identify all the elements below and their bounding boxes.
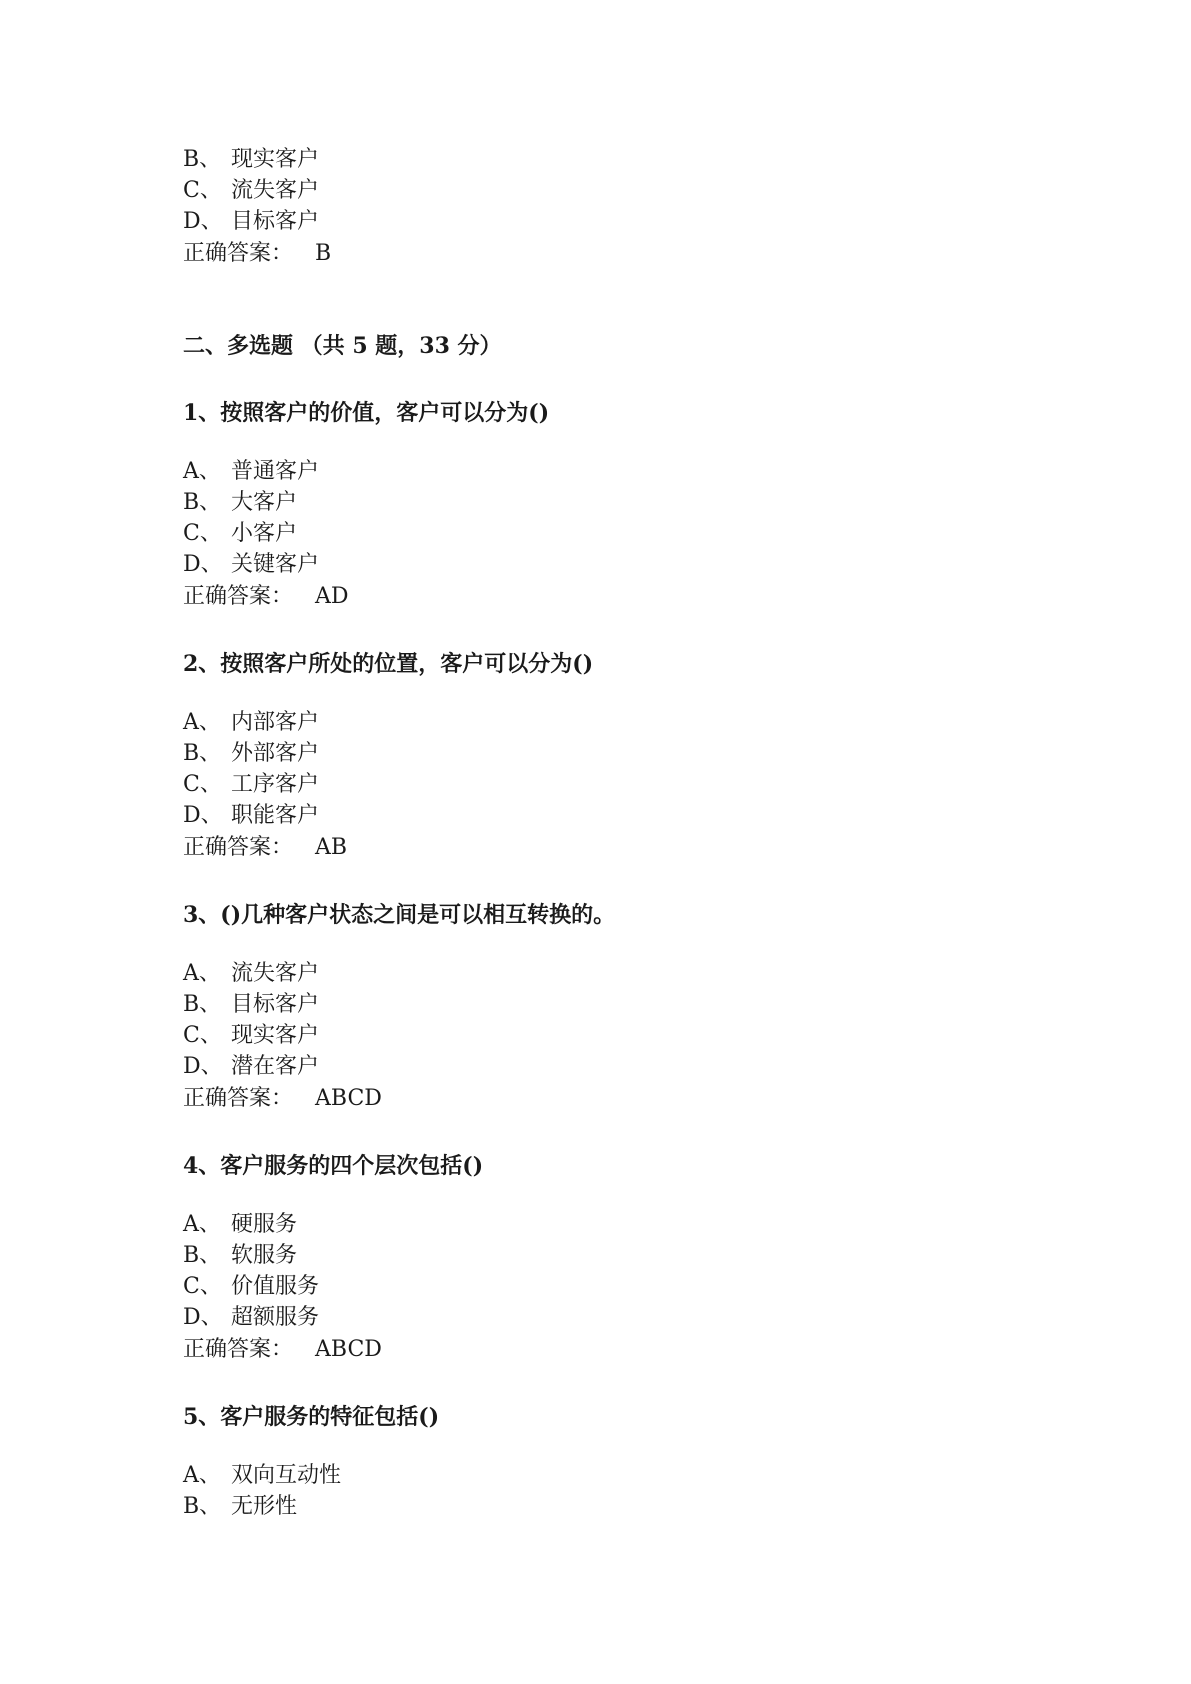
answer-label: 正确答案： [183, 584, 294, 609]
option-text: 小客户 [231, 521, 298, 546]
option-a [183, 458, 319, 486]
option-b [183, 489, 297, 517]
option-text: 大客户 [231, 490, 298, 515]
option-letter: C、 [183, 521, 222, 546]
option-text: 价值服务 [231, 1274, 320, 1299]
option-letter: D、 [183, 209, 223, 234]
option-text: 关键客户 [231, 552, 320, 577]
answer-label: 正确答案： [183, 241, 294, 266]
option-letter: A、 [183, 710, 221, 735]
correct-answer [183, 583, 349, 611]
option-text: 流失客户 [231, 961, 320, 986]
option-letter: D、 [183, 803, 223, 828]
option-c [183, 520, 297, 548]
answer-value: AD [315, 584, 349, 609]
question-title: 3、()几种客户状态之间是可以相互转换的。 [183, 902, 616, 928]
option-b [183, 1242, 297, 1270]
option-text: 普通客户 [231, 459, 320, 484]
option-text: 双向互动性 [231, 1463, 342, 1488]
option-b [183, 146, 319, 174]
option-d [183, 802, 319, 830]
correct-answer [183, 834, 347, 862]
option-text: 现实客户 [231, 1023, 320, 1048]
answer-label: 正确答案： [183, 835, 294, 860]
option-a [183, 709, 319, 737]
answer-label: 正确答案： [183, 1337, 294, 1362]
option-d [183, 551, 319, 579]
option-letter: B、 [183, 147, 222, 172]
question-title: 2、按照客户所处的位置，客户可以分为() [183, 651, 594, 677]
section-heading: 二、多选题 （共 5 题，33 分） [183, 333, 502, 359]
option-c [183, 177, 319, 205]
answer-value: ABCD [315, 1086, 382, 1111]
correct-answer [183, 1085, 382, 1113]
option-text: 工序客户 [231, 772, 320, 797]
option-b [183, 740, 319, 768]
option-d [183, 1304, 319, 1332]
answer-value: ABCD [315, 1337, 382, 1362]
option-text: 超额服务 [231, 1305, 320, 1330]
correct-answer [183, 1336, 382, 1364]
option-c [183, 1022, 319, 1050]
option-text: 硬服务 [231, 1212, 298, 1237]
option-letter: B、 [183, 1243, 222, 1268]
option-text: 外部客户 [231, 741, 320, 766]
option-text: 现实客户 [231, 147, 320, 172]
answer-label: 正确答案： [183, 1086, 294, 1111]
option-text: 流失客户 [231, 178, 320, 203]
option-c [183, 771, 319, 799]
option-text: 职能客户 [231, 803, 320, 828]
option-letter: C、 [183, 178, 222, 203]
option-letter: B、 [183, 741, 222, 766]
option-b [183, 991, 319, 1019]
question-title: 5、客户服务的特征包括() [183, 1404, 440, 1430]
option-letter: C、 [183, 1023, 222, 1048]
option-text: 软服务 [231, 1243, 298, 1268]
option-letter: C、 [183, 772, 222, 797]
option-letter: A、 [183, 1212, 221, 1237]
correct-answer [183, 240, 331, 268]
option-letter: C、 [183, 1274, 222, 1299]
option-text: 目标客户 [231, 992, 320, 1017]
option-letter: D、 [183, 1054, 223, 1079]
option-letter: A、 [183, 459, 221, 484]
option-d [183, 208, 319, 236]
answer-value: B [315, 241, 332, 266]
option-letter: B、 [183, 1494, 222, 1519]
option-a [183, 1211, 297, 1239]
option-a [183, 960, 319, 988]
option-text: 内部客户 [231, 710, 320, 735]
option-letter: A、 [183, 961, 221, 986]
option-text: 无形性 [231, 1494, 298, 1519]
question-title: 4、客户服务的四个层次包括() [183, 1153, 484, 1179]
option-b [183, 1493, 297, 1521]
option-letter: D、 [183, 1305, 223, 1330]
option-letter: B、 [183, 490, 222, 515]
option-letter: B、 [183, 992, 222, 1017]
question-title: 1、按照客户的价值，客户可以分为() [183, 400, 550, 426]
option-text: 潜在客户 [231, 1054, 320, 1079]
option-c [183, 1273, 319, 1301]
option-text: 目标客户 [231, 209, 320, 234]
option-letter: A、 [183, 1463, 221, 1488]
option-d [183, 1053, 319, 1081]
option-letter: D、 [183, 552, 223, 577]
answer-value: AB [315, 835, 348, 860]
option-a [183, 1462, 341, 1490]
